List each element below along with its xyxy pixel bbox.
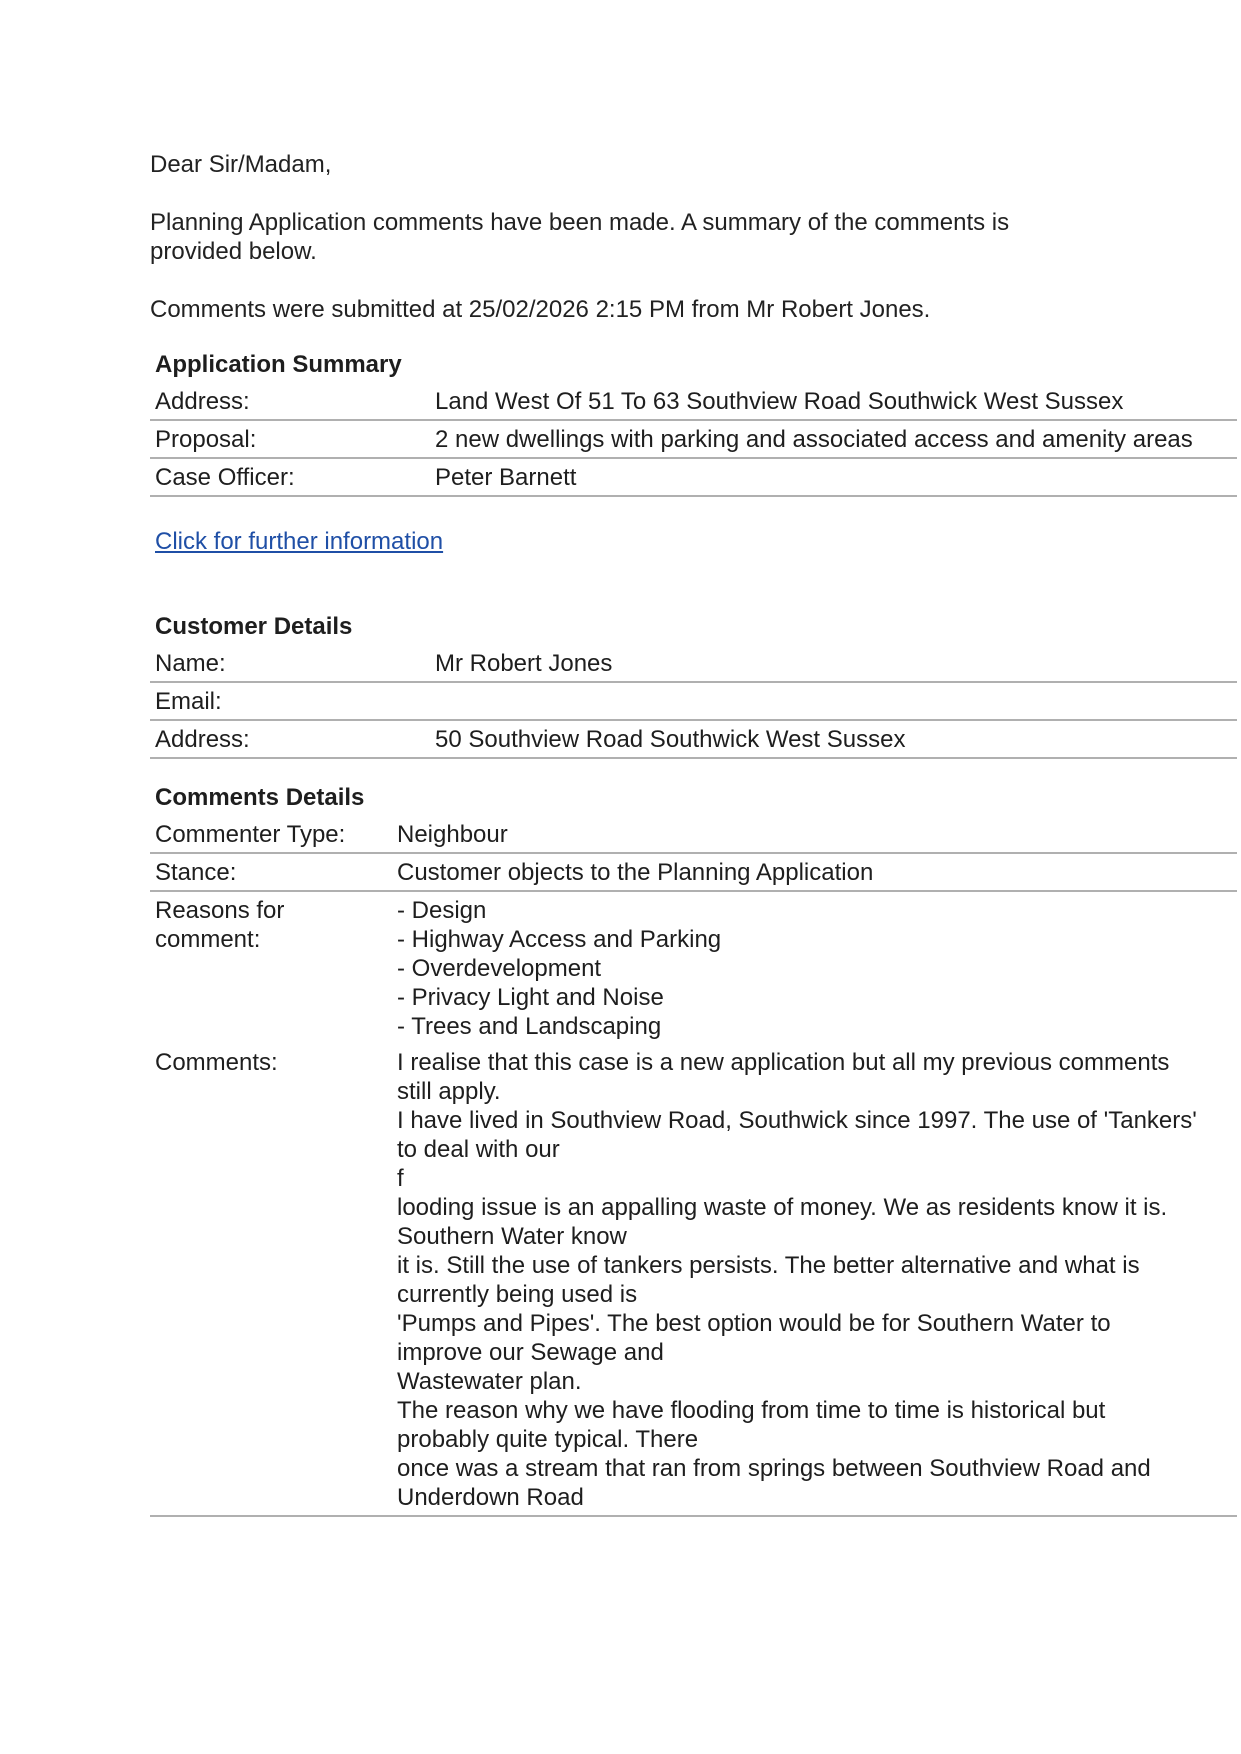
reasons-label: [150, 891, 392, 1044]
customer-details-section: [155, 612, 1240, 641]
commenter-type-value: Neighbour: [392, 816, 1237, 853]
comment-line: probably quite typical. There: [397, 1426, 699, 1453]
customer-row-email: [150, 682, 1237, 720]
comments-row-stance: [150, 853, 1237, 891]
comment-line: Underdown Road: [397, 1484, 584, 1511]
summary-label: Address:: [150, 383, 430, 420]
summary-value: 2 new dwellings with parking and associated access and amenity areas: [430, 420, 1237, 458]
comment-line: I have lived in Southview Road, Southwick since 1997. The use of 'Tankers': [397, 1107, 1197, 1134]
customer-label: Address:: [150, 720, 430, 758]
application-summary-section: [155, 350, 1240, 379]
comments-details-section: [155, 783, 1240, 812]
summary-label: Case Officer:: [150, 458, 430, 496]
comment-line: currently being used is: [397, 1281, 638, 1308]
comment-line: improve our Sewage and: [397, 1339, 664, 1366]
customer-details-title: Customer Details: [155, 613, 353, 640]
reason-item: - Highway Access and Parking: [397, 926, 722, 953]
customer-row-address: [150, 720, 1237, 758]
customer-label: Name:: [150, 645, 430, 682]
reason-item: - Overdevelopment: [397, 955, 602, 982]
comment-line: once was a stream that ran from springs between Southview Road and: [397, 1455, 1151, 1482]
application-summary-table: [150, 383, 1237, 497]
commenter-type-label: Commenter Type:: [150, 816, 392, 853]
comments-label: Comments:: [150, 1044, 392, 1516]
comment-line: to deal with our: [397, 1136, 560, 1163]
summary-label: Proposal:: [150, 420, 430, 458]
summary-value: Peter Barnett: [430, 458, 1237, 496]
reason-item: - Trees and Landscaping: [397, 1013, 662, 1040]
reasons-label-line: comment:: [155, 926, 261, 953]
stance-value: Customer objects to the Planning Application: [392, 853, 1237, 891]
customer-value: 50 Southview Road Southwick West Sussex: [430, 720, 1237, 758]
customer-value: [430, 682, 1237, 720]
comment-line: looding issue is an appalling waste of money. We as residents know it is.: [397, 1194, 1168, 1221]
comments-details-title: Comments Details: [155, 784, 365, 811]
greeting: Dear Sir/Madam,: [150, 151, 332, 178]
customer-value: Mr Robert Jones: [430, 645, 1237, 682]
comment-line: it is. Still the use of tankers persists. The better alternative and what is: [397, 1252, 1140, 1279]
letter-page: [150, 150, 1240, 1517]
comment-line: The reason why we have flooding from time to time is historical but: [397, 1397, 1106, 1424]
reason-item: - Design: [397, 897, 487, 924]
submitted-text: Comments were submitted at 25/02/2026 2:15 PM from Mr Robert Jones.: [150, 296, 931, 323]
customer-row-name: [150, 645, 1237, 682]
summary-row-case-officer: [150, 458, 1237, 496]
summary-row-address: [150, 383, 1237, 420]
summary-row-proposal: [150, 420, 1237, 458]
comments-row-commenter-type: [150, 816, 1237, 853]
comment-line: Wastewater plan.: [397, 1368, 582, 1395]
comments-details-table: [150, 816, 1237, 1517]
comment-line: I realise that this case is a new application but all my previous comments: [397, 1049, 1170, 1076]
application-summary-title: Application Summary: [155, 351, 402, 378]
comment-line: 'Pumps and Pipes'. The best option would be for Southern Water to: [397, 1310, 1111, 1337]
comment-line: still apply.: [397, 1078, 501, 1105]
stance-label: Stance:: [150, 853, 392, 891]
reasons-label-line: Reasons for: [155, 897, 285, 924]
summary-value: Land West Of 51 To 63 Southview Road Southwick West Sussex: [430, 383, 1237, 420]
comments-text: [392, 1044, 1237, 1516]
comment-line: f: [397, 1165, 404, 1192]
reasons-list: [392, 891, 1237, 1044]
customer-label: Email:: [150, 682, 430, 720]
further-info-wrapper: [155, 527, 1240, 556]
comments-row-reasons: [150, 891, 1237, 1044]
reason-item: - Privacy Light and Noise: [397, 984, 664, 1011]
comment-line: Southern Water know: [397, 1223, 627, 1250]
intro-text: Planning Application comments have been made. A summary of the comments is provided below.: [150, 209, 1010, 265]
customer-details-table: [150, 645, 1237, 759]
further-information-link[interactable]: Click for further information: [155, 528, 444, 555]
comments-row-comments: [150, 1044, 1237, 1516]
